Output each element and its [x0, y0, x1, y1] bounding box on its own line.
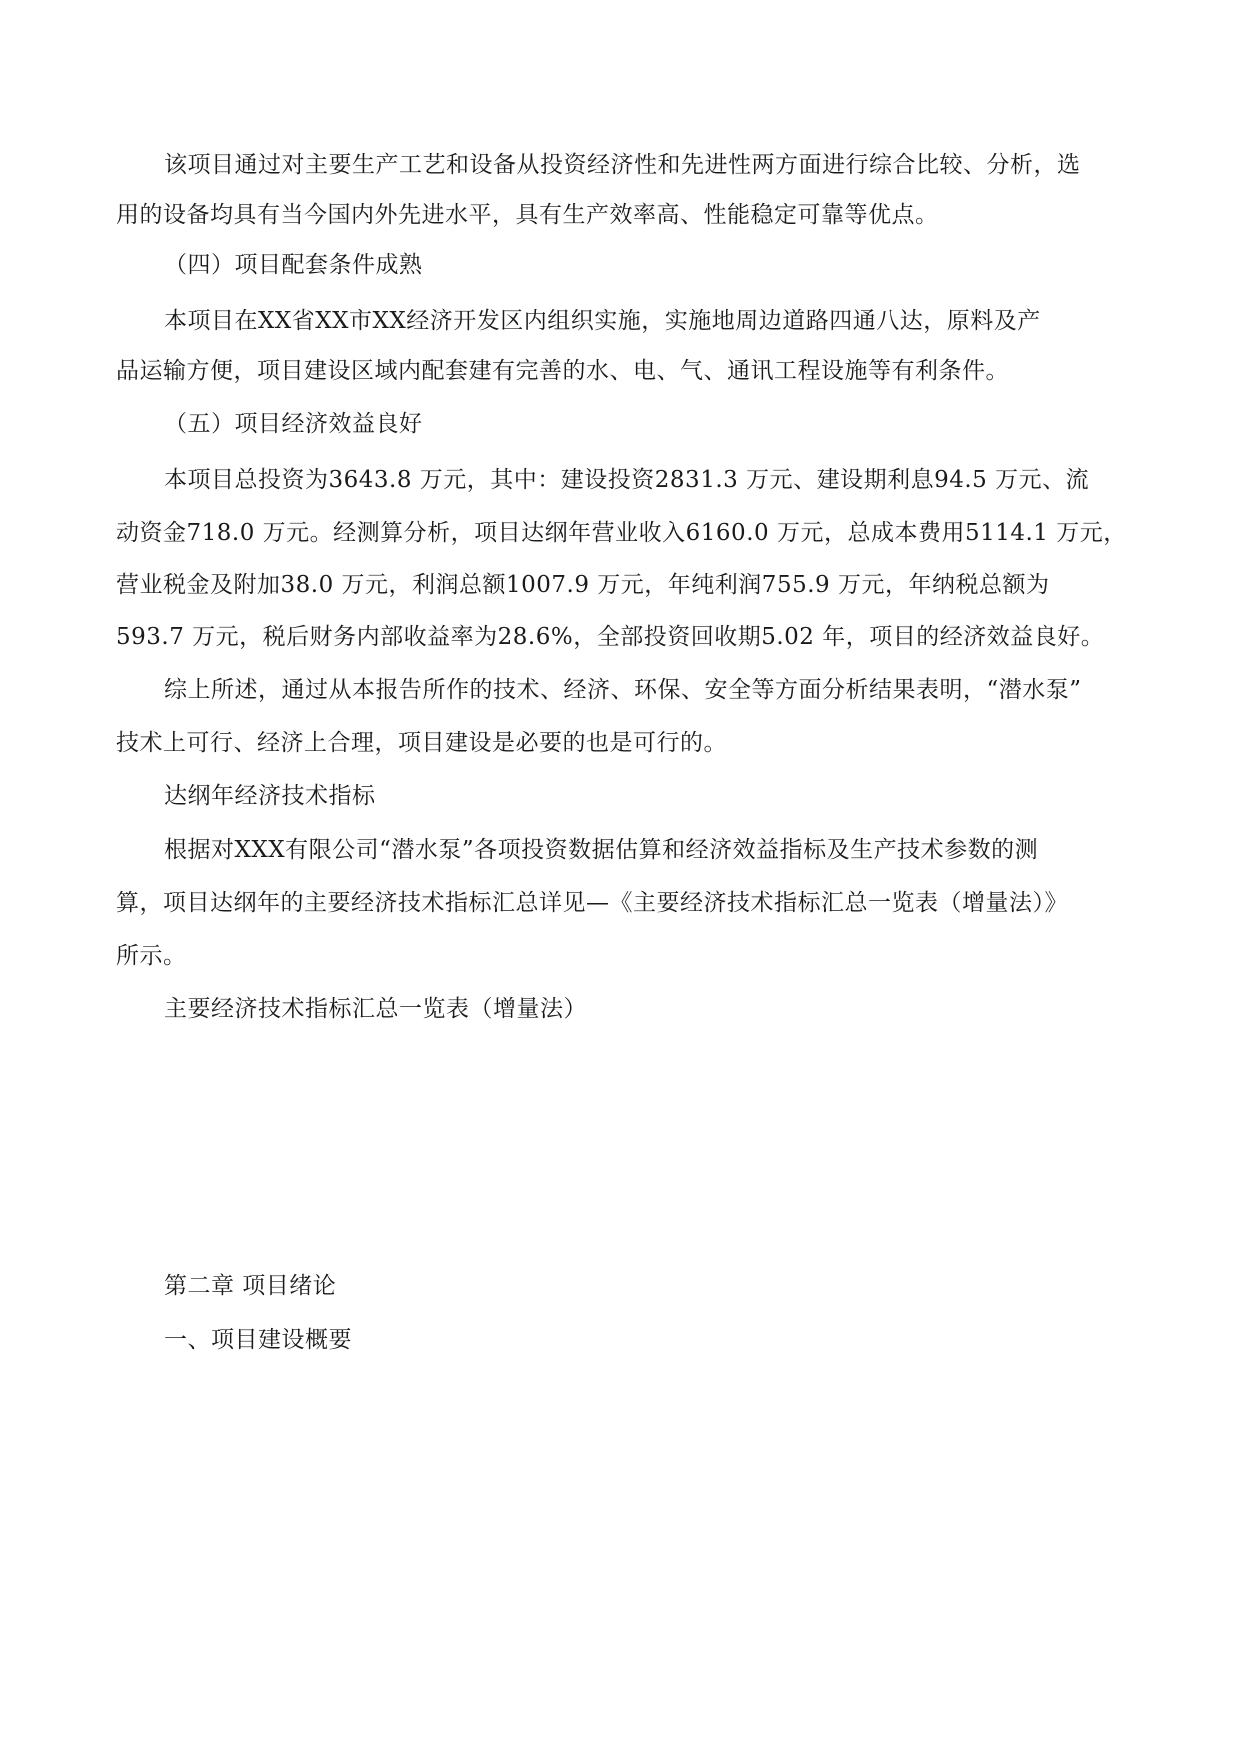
section-heading: 达纲年经济技术指标 — [164, 783, 376, 809]
paragraph-line: 算，项目达纲年的主要经济技术指标汇总详见—《主要经济技术指标汇总一览表（增量法）》 — [116, 890, 1068, 916]
paragraph-line: 所示。 — [116, 943, 187, 969]
paragraph-line: 本项目在XX省XX市XX经济开发区内组织实施，实施地周边道路四通八达，原料及产 — [164, 308, 1041, 334]
table-caption: 主要经济技术指标汇总一览表（增量法） — [164, 996, 587, 1022]
section-heading: （四）项目配套条件成熟 — [164, 252, 423, 278]
paragraph-line: 综上所述，通过从本报告所作的技术、经济、环保、安全等方面分析结果表明，“潜水泵” — [164, 677, 1082, 703]
paragraph-line: 用的设备均具有当今国内外先进水平，具有生产效率高、性能稳定可靠等优点。 — [116, 202, 939, 228]
paragraph-line: 593.7 万元，税后财务内部收益率为28.6%，全部投资回收期5.02 年，项目的经济效益良好。 — [116, 624, 1105, 650]
paragraph-line: 品运输方便，项目建设区域内配套建有完善的水、电、气、通讯工程设施等有利条件。 — [116, 358, 1009, 384]
chapter-title: 第二章 项目绪论 — [164, 1273, 337, 1299]
paragraph-line: 营业税金及附加38.0 万元，利润总额1007.9 万元，年纯利润755.9 万元，年纳税总额为 — [116, 572, 1050, 598]
section-heading: 一、项目建设概要 — [164, 1327, 352, 1353]
paragraph-line: 技术上可行、经济上合理，项目建设是必要的也是可行的。 — [116, 730, 727, 756]
paragraph-line: 该项目通过对主要生产工艺和设备从投资经济性和先进性两方面进行综合比较、分析，选 — [164, 152, 1081, 178]
paragraph-line: 动资金718.0 万元。经测算分析，项目达纲年营业收入6160.0 万元，总成本费用5114.1 万元， — [116, 520, 1127, 546]
paragraph-line: 本项目总投资为3643.8 万元，其中：建设投资2831.3 万元、建设期利息94.5 万元、流 — [164, 467, 1090, 493]
paragraph-line: 根据对XXX有限公司“潜水泵”各项投资数据估算和经济效益指标及生产技术参数的测 — [164, 837, 1039, 863]
section-heading: （五）项目经济效益良好 — [164, 411, 423, 437]
